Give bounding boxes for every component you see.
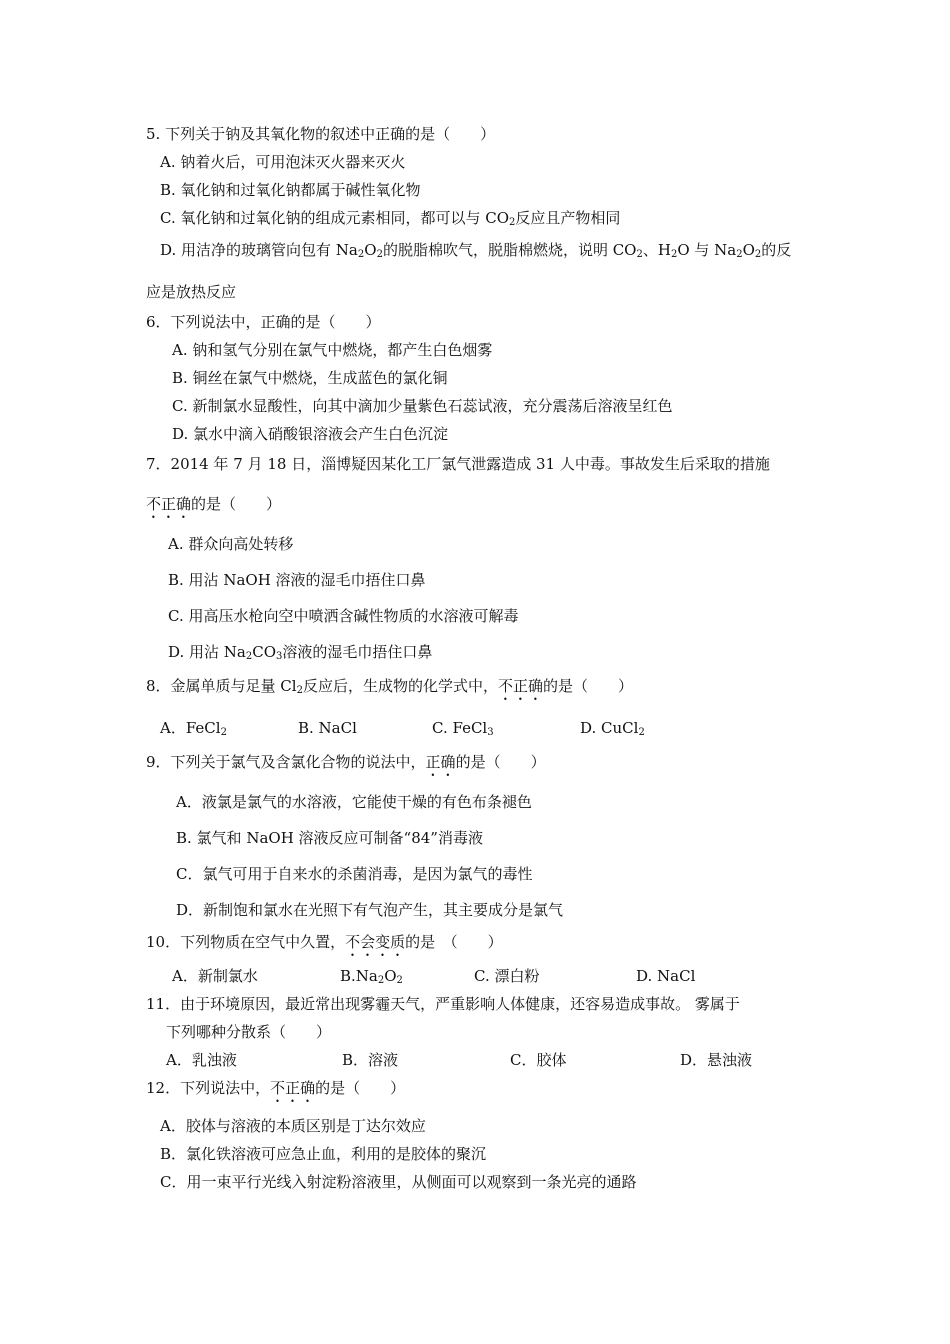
emphasis-text: 不正确 (497, 677, 543, 695)
q7-stem-line1: 7．2014 年 7 月 18 日，淄博疑因某化工厂氯气泄露造成 31 人中毒。事故发生后采取的措施 (146, 455, 770, 473)
q9-option-c: C．氯气可用于自来水的杀菌消毒，是因为氯气的毒性 (176, 865, 533, 883)
q12-option-b: B．氯化铁溶液可应急止血，利用的是胶体的聚沉 (160, 1145, 487, 1163)
q5-option-a: A. 钠着火后，可用泡沫灭火器来灭火 (160, 153, 406, 171)
q8-option-d: D. CuCl$_2$ (580, 719, 645, 738)
q9-option-a: A．液氯是氯气的水溶液，它能使干燥的有色布条褪色 (176, 793, 532, 811)
q11-option-b: B．溶液 (342, 1051, 399, 1069)
q10-option-c: C. 漂白粉 (474, 967, 540, 985)
q7-option-d: D. 用沾 $Na_2CO_3$溶液的湿毛巾捂住口鼻 (168, 643, 433, 662)
q5-option-b: B. 氧化钠和过氧化钠都属于碱性氧化物 (160, 181, 421, 199)
emphasis-text: 正确 (425, 753, 456, 771)
q11-option-a: A．乳浊液 (166, 1051, 237, 1069)
q12-option-c: C．用一束平行光线入射淀粉溶液里，从侧面可以观察到一条光亮的通路 (160, 1173, 637, 1191)
q6-option-c: C. 新制氯水显酸性，向其中滴加少量紫色石蕊试液，充分震荡后溶液呈红色 (172, 397, 673, 415)
q9-option-d: D．新制饱和氯水在光照下有气泡产生，其主要成分是氯气 (176, 901, 564, 919)
q8-option-b: B. NaCl (298, 719, 357, 737)
q8-option-a: A．FeCl$_2$ (160, 719, 227, 738)
q9-option-b: B. 氯气和 NaOH 溶液反应可制备“84”消毒液 (176, 829, 483, 847)
q10-stem: 10．下列物质在空气中久置，不会变质的是 （ ） (146, 933, 503, 951)
q9-stem: 9．下列关于氯气及含氯化合物的说法中，正确的是（ ） (146, 753, 546, 771)
q12-option-a: A．胶体与溶液的本质区别是丁达尔效应 (160, 1117, 426, 1135)
emphasis-text: 不会变质 (345, 933, 406, 951)
q7-option-c: C. 用高压水枪向空中喷洒含碱性物质的水溶液可解毒 (168, 607, 519, 625)
q5-option-d: D. 用洁净的玻璃管向包有 $Na_2O_2$的脱脂棉吹气，脱脂棉燃烧，说明 $CO_2$、$H_2O$ 与 $Na_2O_2$的反 (160, 241, 792, 260)
q8-stem: 8．金属单质与足量 $Cl_2$反应后，生成物的化学式中，不正确的是（ ） (146, 677, 634, 696)
q11-option-c: C．胶体 (510, 1051, 567, 1069)
q7-option-a: A. 群众向高处转移 (168, 535, 294, 553)
q11-stem-line1: 11．由于环境原因，最近常出现雾霾天气，严重影响人体健康，还容易造成事故。 雾属于 (146, 995, 740, 1013)
q11-stem-line2: 下列哪种分散系（ ） (166, 1023, 332, 1041)
q8-option-c: C. FeCl$_3$ (432, 719, 494, 738)
q10-option-d: D. NaCl (636, 967, 696, 985)
q10-option-b: $B.Na_2O_2$ (340, 967, 403, 986)
q6-option-b: B. 铜丝在氯气中燃烧，生成蓝色的氯化铜 (172, 369, 448, 387)
q12-stem: 12．下列说法中，不正确的是（ ） (146, 1079, 406, 1097)
q10-option-a: A．新制氯水 (172, 967, 258, 985)
q5-stem: 5. 下列关于钠及其氧化物的叙述中正确的是（ ） (146, 125, 496, 143)
q11-option-d: D．悬浊液 (680, 1051, 753, 1069)
emphasis-text: 不正确 (146, 495, 192, 513)
q6-option-d: D. 氯水中滴入硝酸银溶液会产生白色沉淀 (172, 425, 449, 443)
q7-option-b: B. 用沾 NaOH 溶液的湿毛巾捂住口鼻 (168, 571, 426, 589)
emphasis-text: 不正确 (270, 1079, 316, 1097)
q6-option-a: A. 钠和氢气分别在氯气中燃烧，都产生白色烟雾 (172, 341, 493, 359)
q5-option-d-continued: 应是放热反应 (146, 283, 237, 301)
q7-stem-line2: 不正确的是（ ） (146, 495, 282, 513)
q6-stem: 6．下列说法中，正确的是（ ） (146, 313, 381, 331)
q5-option-c: C. 氧化钠和过氧化钠的组成元素相同，都可以与 $CO_2$反应且产物相同 (160, 209, 621, 228)
